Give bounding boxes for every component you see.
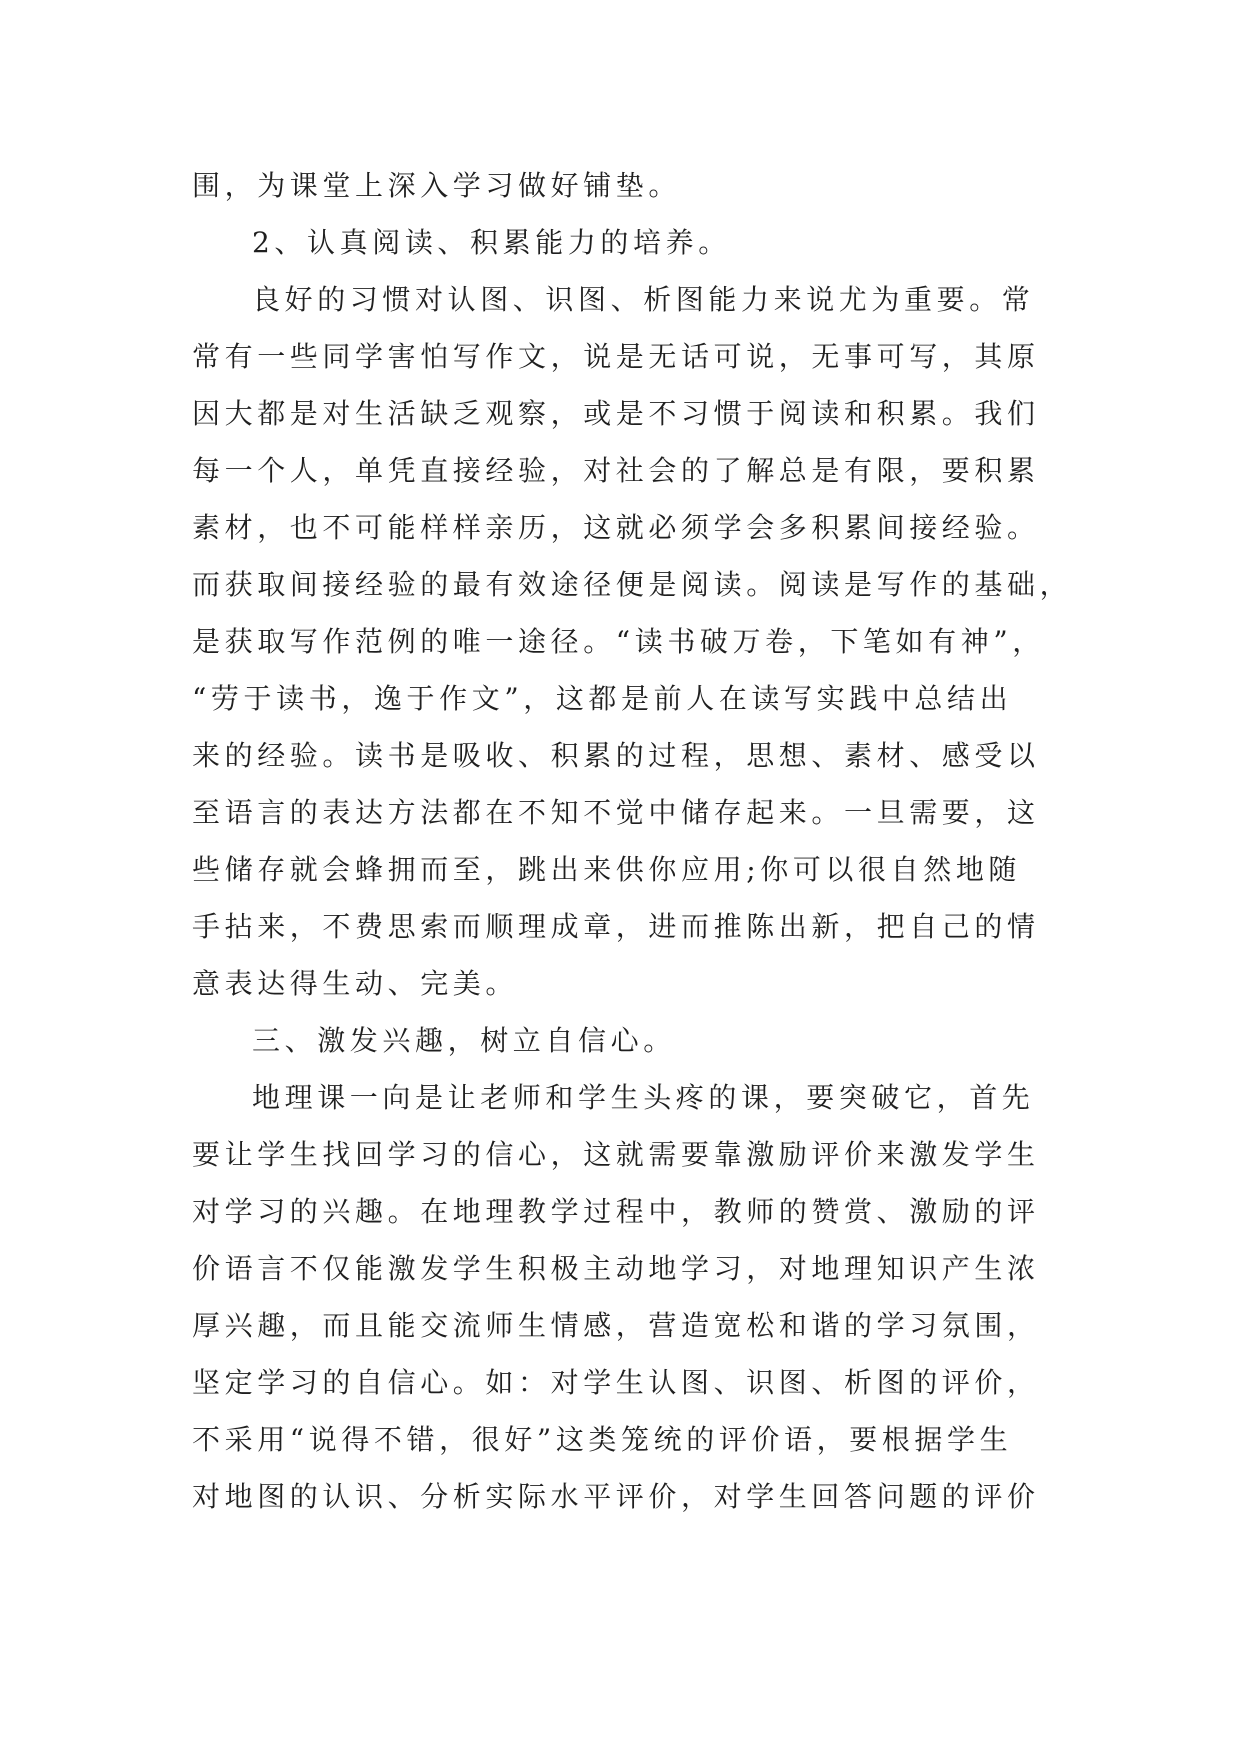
text-line: 来的经验。读书是吸收、积累的过程，思想、素材、感受以 bbox=[192, 739, 1040, 772]
text-line: 是获取写作范例的唯一途径。“读书破万卷，下笔如有神”， bbox=[192, 625, 1045, 658]
text-line: 意表达得生动、完美。 bbox=[192, 967, 519, 1000]
text-line: 不采用“说得不错，很好”这类笼统的评价语，要根据学生 bbox=[192, 1423, 1013, 1456]
text-line: 手拈来，不费思索而顺理成章，进而推陈出新，把自己的情 bbox=[192, 910, 1040, 943]
text-line: 常有一些同学害怕写作文，说是无话可说，无事可写，其原 bbox=[192, 340, 1040, 373]
section-heading: 2、认真阅读、积累能力的培养。 bbox=[252, 226, 731, 259]
text-line: 至语言的表达方法都在不知不觉中储存起来。一旦需要，这 bbox=[192, 796, 1040, 829]
text-line: 对学习的兴趣。在地理教学过程中，教师的赞赏、激励的评 bbox=[192, 1195, 1040, 1228]
text-line: 良好的习惯对认图、识图、析图能力来说尤为重要。常 bbox=[252, 283, 1035, 316]
text-line: 要让学生找回学习的信心，这就需要靠激励评价来激发学生 bbox=[192, 1138, 1040, 1171]
text-line: “劳于读书，逸于作文”，这都是前人在读写实践中总结出 bbox=[192, 682, 1013, 715]
text-line: 价语言不仅能激发学生积极主动地学习，对地理知识产生浓 bbox=[192, 1252, 1040, 1285]
text-line: 坚定学习的自信心。如：对学生认图、识图、析图的评价， bbox=[192, 1366, 1040, 1399]
text-line: 些储存就会蜂拥而至，跳出来供你应用;你可以很自然地随 bbox=[192, 853, 1022, 886]
body-text bbox=[192, 157, 1072, 1525]
text-line: 厚兴趣，而且能交流师生情感，营造宽松和谐的学习氛围， bbox=[192, 1309, 1040, 1342]
text-line: 每一个人，单凭直接经验，对社会的了解总是有限，要积累 bbox=[192, 454, 1040, 487]
text-line: 因大都是对生活缺乏观察，或是不习惯于阅读和积累。我们 bbox=[192, 397, 1040, 430]
text-line: 对地图的认识、分析实际水平评价，对学生回答问题的评价 bbox=[192, 1480, 1040, 1513]
text-line: 而获取间接经验的最有效途径便是阅读。阅读是写作的基础， bbox=[192, 568, 1073, 601]
text-line: 素材，也不可能样样亲历，这就必须学会多积累间接经验。 bbox=[192, 511, 1040, 544]
text-line: 地理课一向是让老师和学生头疼的课，要突破它，首先 bbox=[252, 1081, 1035, 1114]
section-heading: 三、激发兴趣，树立自信心。 bbox=[252, 1024, 676, 1057]
text-line: 围，为课堂上深入学习做好铺垫。 bbox=[192, 169, 682, 202]
